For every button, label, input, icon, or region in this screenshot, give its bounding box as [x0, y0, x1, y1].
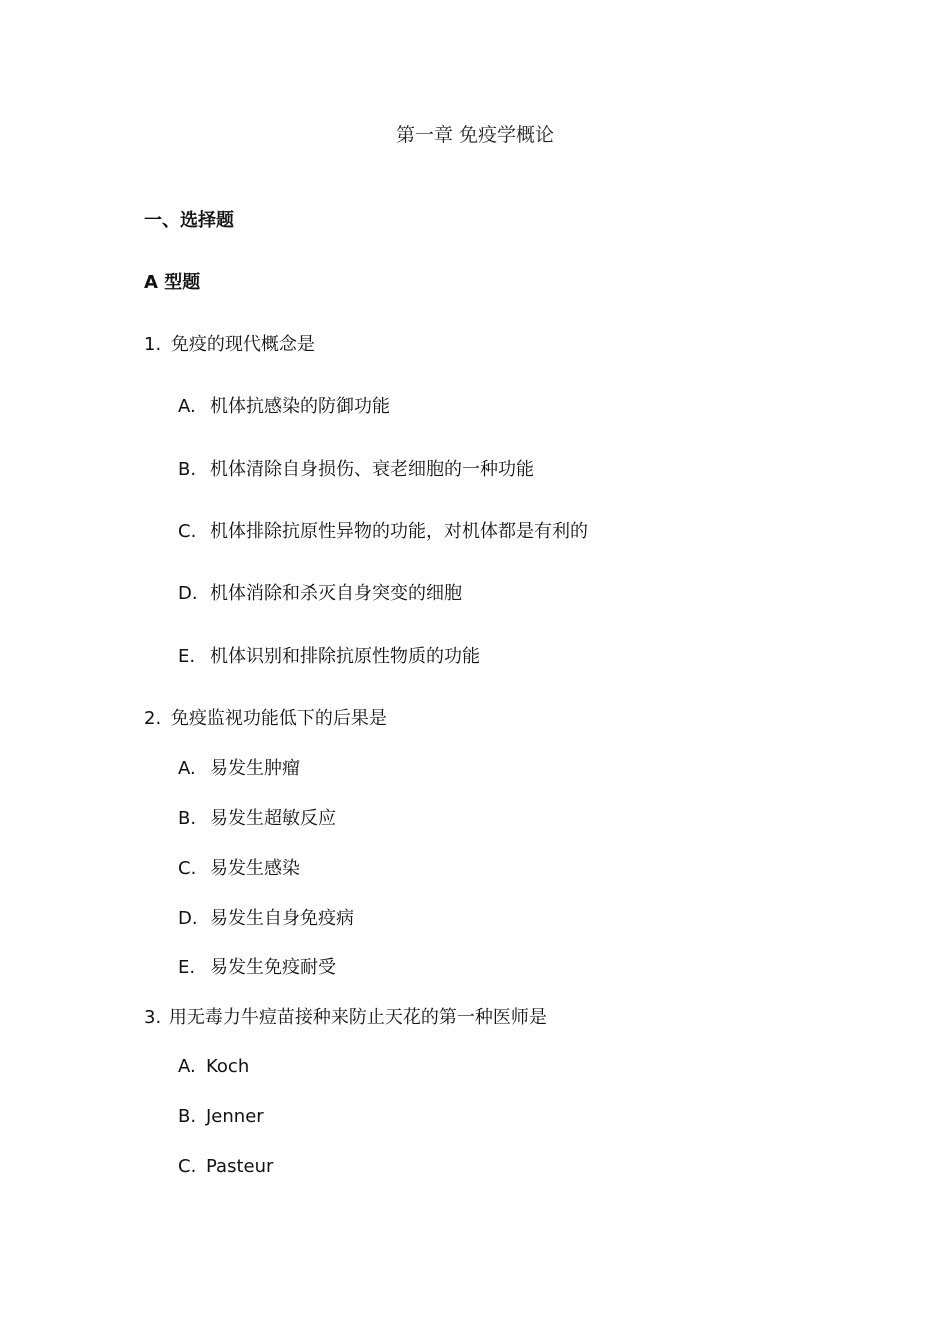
option-letter: A. — [178, 758, 196, 779]
question-2-option-e — [178, 959, 336, 977]
question-2 — [144, 710, 387, 728]
option-letter: B. — [178, 459, 197, 480]
question-text: 免疫监视功能低下的后果是 — [170, 708, 387, 729]
question-2-option-a — [178, 760, 300, 778]
question-text: 免疫的现代概念是 — [170, 334, 315, 355]
option-letter: B. — [178, 1106, 197, 1127]
option-letter: C. — [178, 858, 197, 879]
option-letter: B. — [178, 808, 197, 829]
option-letter: C. — [178, 1156, 197, 1177]
option-text: 易发生自身免疫病 — [210, 908, 354, 929]
option-text: 机体识别和排除抗原性物质的功能 — [210, 646, 480, 667]
question-number: 2. — [144, 708, 162, 729]
question-number: 3. — [144, 1007, 162, 1028]
question-1-option-e — [178, 648, 480, 666]
option-text: 机体清除自身损伤、衰老细胞的一种功能 — [210, 459, 534, 480]
option-letter: D. — [178, 908, 198, 929]
option-text: 机体消除和杀灭自身突变的细胞 — [210, 583, 462, 604]
option-text: 机体排除抗原性异物的功能，对机体都是有利的 — [210, 521, 588, 542]
question-1-option-a — [178, 398, 390, 416]
question-2-option-d — [178, 910, 354, 928]
option-letter: E. — [178, 646, 196, 667]
option-text: 易发生感染 — [210, 858, 300, 879]
question-1-option-d — [178, 585, 462, 603]
question-2-option-b — [178, 810, 336, 828]
question-text: 用无毒力牛痘苗接种来防止天花的第一种医师是 — [168, 1007, 547, 1028]
option-letter: D. — [178, 583, 198, 604]
question-2-option-c — [178, 860, 300, 878]
option-letter: C. — [178, 521, 197, 542]
question-3-option-a — [178, 1058, 249, 1076]
option-text: 易发生免疫耐受 — [210, 957, 336, 978]
option-text: 易发生超敏反应 — [210, 808, 336, 829]
option-text: Koch — [206, 1056, 250, 1077]
question-1 — [144, 336, 315, 354]
option-letter: A. — [178, 396, 196, 417]
option-letter: E. — [178, 957, 196, 978]
option-text: Jenner — [206, 1106, 264, 1127]
question-3 — [144, 1009, 547, 1027]
option-text: 易发生肿瘤 — [210, 758, 300, 779]
question-1-option-c — [178, 523, 588, 541]
chapter-title: 第一章 免疫学概论 — [395, 124, 555, 146]
subsection-heading: A 型题 — [144, 272, 201, 293]
question-3-option-c — [178, 1158, 273, 1176]
question-3-option-b — [178, 1108, 264, 1126]
section-heading: 一、选择题 — [144, 210, 234, 231]
option-text: 机体抗感染的防御功能 — [210, 396, 390, 417]
question-number: 1. — [144, 334, 162, 355]
question-1-option-b — [178, 461, 534, 479]
option-letter: A. — [178, 1056, 196, 1077]
option-text: Pasteur — [206, 1156, 274, 1177]
